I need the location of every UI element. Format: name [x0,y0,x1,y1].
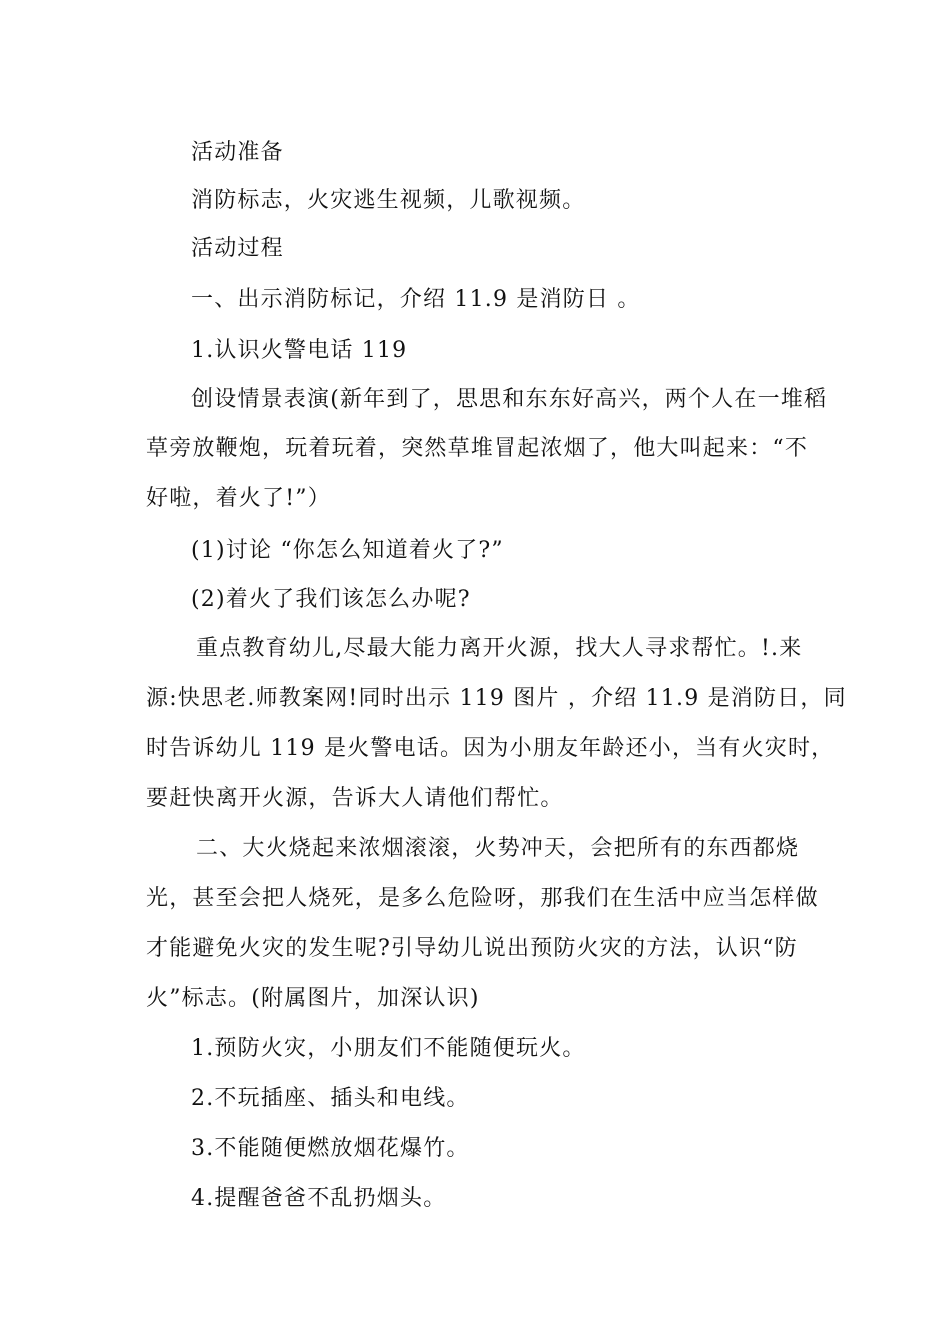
heading-activity-preparation: 活动准备 [191,140,284,165]
discussion-item-2: (2)着火了我们该怎么办呢? [191,587,471,612]
section-two-line-3: 才能避免火灾的发生呢?引导幼儿说出预防火灾的方法，认识“防 [146,936,798,961]
prevention-item-2: 2.不玩插座、插头和电线。 [191,1086,470,1111]
subsection-1-heading: 1.认识火警电话 119 [191,338,408,363]
section-two-line-1: 二、大火烧起来浓烟滚滚，火势冲天，会把所有的东西都烧 [196,836,800,861]
prevention-item-3: 3.不能随便燃放烟花爆竹。 [191,1136,470,1161]
section-two-line-2: 光，甚至会把人烧死，是多么危险呀，那我们在生活中应当怎样做 [146,886,819,911]
paragraph-key-education-line-1: 重点教育幼儿,尽最大能力离开火源，找大人寻求帮忙。!.来 [196,636,803,661]
prevention-item-1: 1.预防火灾，小朋友们不能随便玩火。 [191,1036,586,1061]
prevention-item-4: 4.提醒爸爸不乱扔烟头。 [191,1186,447,1211]
paragraph-scenario-line-3: 好啦，着火了!”） [146,486,331,511]
paragraph-key-education-line-2: 源:快思老.师教案网!同时出示 119 图片 ，介绍 11.9 是消防日，同 [146,686,847,711]
paragraph-key-education-line-3: 时告诉幼儿 119 是火警电话。因为小朋友年龄还小，当有火灾时， [146,736,835,761]
paragraph-materials: 消防标志，火灾逃生视频，儿歌视频。 [191,188,586,213]
heading-activity-process: 活动过程 [191,236,284,261]
discussion-item-1: (1)讨论 “你怎么知道着火了?” [191,538,504,563]
paragraph-key-education-line-4: 要赶快离开火源，告诉大人请他们帮忙。 [146,786,564,811]
section-one-heading: 一、出示消防标记，介绍 11.9 是消防日 。 [191,287,641,312]
paragraph-scenario-line-2: 草旁放鞭炮，玩着玩着，突然草堆冒起浓烟了，他大叫起来：“不 [146,436,809,461]
paragraph-scenario-line-1: 创设情景表演(新年到了，思思和东东好高兴，两个人在一堆稻 [191,387,828,412]
section-two-line-4: 火”标志。(附属图片，加深认识) [146,986,480,1011]
